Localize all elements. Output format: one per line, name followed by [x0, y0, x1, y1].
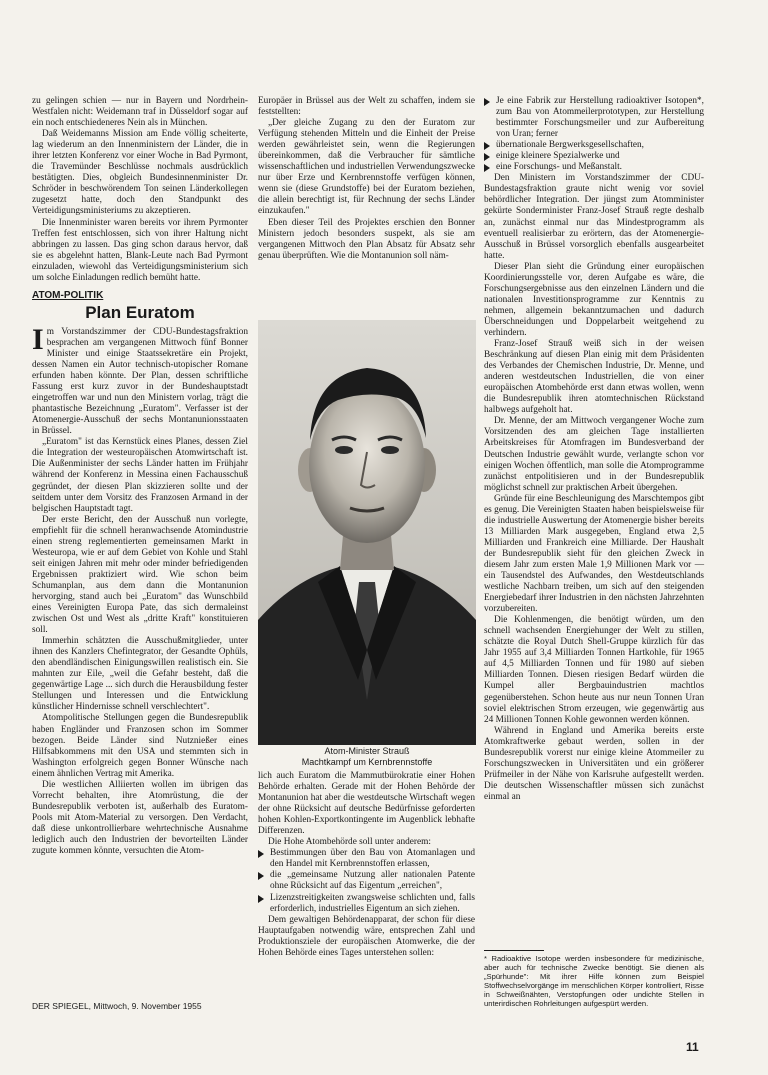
column-2-bottom	[258, 771, 475, 959]
paragraph: Während in England und Amerika bereits erste Atomkraftwerke gebaut werden, sollen in der Bundesrepublik vorerst nur einige kleine Atommeiler zu Forschungszwecken in Universitäten und ein größerer Prüfmeiler in der Nähe von Karlsruhe aufgestellt werden. Die deutschen Wissenschaftler müssen sich zunächst einmal an	[484, 725, 704, 802]
paragraph: Die Innenminister waren bereits vor ihrem Pyrmonter Treffen fest entschlossen, sich von ihrer Haltung nicht abbringen zu lassen. Das ging schon daraus hervor, daß sie es abgelehnt hatten, Blank-Leute nach Bad Pyrmont einzuladen, wiewohl das Verteidigungsministerium sich um solche Einladungen redlich bemüht hatte.	[32, 217, 248, 283]
triangle-bullet-icon	[484, 142, 490, 150]
column-3	[484, 96, 704, 803]
quote-paragraph: „Der gleiche Zugang zu den der Euratom zur Verfügung stehenden Mitteln und die Einheit der Preise werden gewährleistet sein, wenn die Regierungen übereinkommen, daß die Verbraucher für sämtliche wissenschaftlichen und industriellen Verwendungszwecke nur über Erze und Kernbrennstoffe verfügen können, wenn sie (diese Grundstoffe) bei der Euratom beziehen, die allein berechtigt ist, für Rechnung der sechs Länder einzukaufen."	[258, 118, 475, 217]
footnote-rule	[484, 950, 544, 951]
paragraph: Franz-Josef Strauß weiß sich in der weisen Beschränkung auf diesen Plan einig mit dem Präsidenten des Verbandes der Chemischen Industrie, Dr. Menne, und anderen westdeutschen Industriellen, die von einer europäischen Atombehörde erst dann etwas wollen, wenn die Bundesrepublik ihren atomtechnischen Rückstand halbwegs aufgeholt hat.	[484, 339, 704, 416]
list-item: übernationale Bergwerksgesellschaften,	[484, 140, 704, 151]
list-item: eine Forschungs- und Meßanstalt.	[484, 162, 704, 173]
list-item: Lizenzstreitigkeiten zwangsweise schlichten und, falls erforderlich, industrielles Eigentum an sich ziehen.	[258, 893, 475, 915]
caption-line-2: Machtkampf um Kernbrennstoffe	[301, 757, 433, 767]
page-footer: DER SPIEGEL, Mittwoch, 9. November 1955	[32, 1001, 202, 1011]
triangle-bullet-icon	[258, 850, 264, 858]
list-item: Je eine Fabrik zur Herstellung radioaktiver Isotopen*, zum Bau von Atommeilerprototypen, zur Herstellung bestimmter Forschungsmeiler und zur Aufbereitung von Uran; ferner	[484, 96, 704, 140]
photo-caption	[258, 746, 476, 768]
page-number: 11	[686, 1040, 699, 1054]
list-item: einige kleinere Spezialwerke und	[484, 151, 704, 162]
paragraph: Die westlichen Alliierten wollen im übrigen das Vorrecht behalten, ihre Atomrüstung, die der Bundesrepublik verboten ist, außerhalb des Euratom-Pools mit Atom-Material zu versorgen. Den Verdacht, daß diese unkontrollierbare wehrtechnische Ausnahme lediglich auch den Industrien der bevorteilten Länder zugute kommen könnte, versuchten die Atom-	[32, 779, 248, 857]
paragraph: „Euratom" ist das Kernstück eines Planes, dessen Ziel die Integration der westeuropäischen Atomwirtschaft ist. Die Außenminister der sechs Länder hatten im Frühjahr während der Konferenz in Messina einen Fachausschuß gegründet, der diesen Plan skizzieren sollte und der seitdem unter dem Vorsitz des Franzosen Armand in der belgischen Hauptstadt tagt.	[32, 437, 248, 514]
column-1	[32, 96, 248, 857]
list-item: die „gemeinsame Nutzung aller nationalen Patente ohne Rücksicht auf das Eigentum „erreichen",	[258, 870, 475, 892]
paragraph: Eben dieser Teil des Projektes erschien den Bonner Ministern jedoch besonders suspekt, als sie am vergangenen Mittwoch den Plan Absatz für Absatz sehr genau überprüften. Wie die Montanunion soll näm-	[258, 217, 475, 261]
caption-line-1: Atom-Minister Strauß	[324, 746, 410, 756]
drop-cap: I	[32, 322, 44, 356]
paragraph: zu gelingen schien — nur in Bayern und Nordrhein-Westfalen nicht: Weidemann traf in Düsseldorf sogar auf ein noch entschiedeneres Nein als in München.	[32, 96, 248, 129]
paragraph: Gründe für eine Beschleunigung des Marschtempos gibt es genug. Die Vereinigten Staaten haben beispielsweise für die industrielle Auswertung der Atomenergie bisher bereits 13 Milliarden Mark ausgegeben, England etwa 2,5 Milliarden und Frankreich eine Milliarde. Der Haushalt der Bundesrepublik sieht für den gleichen Zweck in diesem Jahr zum ersten Male 1,9 Millionen Mark vor — ein Tausendstel des Aufwandes, den Westdeutschlands westliche Nachbarn treiben, um sich auf den steigenden Energiebedarf ihrer Industrien in den nächsten Jahrzehnten vorzubereiten.	[484, 493, 704, 615]
list-item: Bestimmungen über den Bau von Atomanlagen und den Handel mit Kernbrennstoffen erlassen,	[258, 848, 475, 870]
portrait-illustration	[258, 320, 476, 745]
paragraph: Den Ministern im Vorstandszimmer der CDU-Bundestagsfraktion graute nicht wenig vor soviel behördlicher Integration. Der jüngst zum Atomminister gekürte Sonderminister Franz-Josef Strauß regte deshalb an, zunächst einmal nur das Mindestprogramm als eventuell realisierbar zu erörtern, das der Atomenergie-Ausschuß in Brüssel vorsorglich ebenfalls ausgearbeitet hatte.	[484, 173, 704, 261]
lead-paragraph: Im Vorstandszimmer der CDU-Bundestagsfraktion besprachen am vergangenen Mittwoch fünf Bonner Minister und einige Staatssekretäre ein Projekt, dessen Namen ein Autor technisch-utopischer Romane erfunden haben könnte. Der Plan, dessen schriftliche Fassung erst kurz zuvor in der Bundeshauptstadt eingetroffen war und nun den Ministern vorlag, trägt die phantastische Bezeichnung „Euratom". Verfasser ist der Atomenergie-Ausschuß der sechs Montanunionsstaaten in Brüssel.	[32, 322, 248, 437]
triangle-bullet-icon	[258, 895, 264, 903]
section-rubric: ATOM-POLITIK	[32, 289, 104, 301]
paragraph: Dieser Plan sieht die Gründung einer europäischen Koordinierungsstelle vor, deren Aufgabe es wäre, die Forschungsergebnisse aus den einzelnen Ländern und die nationalen Investitionsprogramme zur Kenntnis zu nehmen, allgemein bekanntzumachen und dadurch Überschneidungen und Doppelarbeit weitgehend zu verhindern.	[484, 261, 704, 338]
paragraph: lich auch Euratom die Mammutbürokratie einer Hohen Behörde erhalten. Gerade mit der Hohen Behörde der Montanunion hat aber die westdeutsche Wirtschaft wegen der ohne Rücksicht auf deutsche Bedürfnisse geforderten hohen Kohlen-Exportkontingente im Augenblick lebhafte Differenzen.	[258, 771, 475, 837]
bullet-list	[484, 96, 704, 173]
paragraph: Dr. Menne, der am Mittwoch vergangener Woche zum Vorsitzenden des am gleichen Tage installierten Arbeitskreises für Atomfragen im Bundesverband der Deutschen Industrie gewählt wurde, verlangte schon vor einigen Wochen öffentlich, man solle die Atomprogramme zunächst entpolitisieren und in der Bundesrepublik möglichst schnell zur praktischen Arbeit übergehen.	[484, 416, 704, 493]
article-headline: Plan Euratom	[85, 302, 195, 322]
paragraph: Dem gewaltigen Behördenapparat, der schon für diese Hauptaufgaben notwendig wäre, entsprechen Zahl und Produktionsziele der europäischen Atomwerke, die der Hohen Behörde eines Tages unterstehen sollen:	[258, 914, 475, 958]
bullet-list	[258, 848, 475, 914]
footnote: * Radioaktive Isotope werden insbesondere für medizinische, aber auch für technische Zwecke benötigt. Sie dienen als „Spürhunde": Mit ihrer Hilfe können zum Beispiel Stoffwechselvorgänge im menschlichen Körper kontrolliert, Risse in Schweißnähten, Verstopfungen oder undichte Stellen in unterirdischen Rohrleitungen aufgespürt werden.	[484, 954, 704, 1008]
paragraph: Die Hohe Atombehörde soll unter anderem:	[268, 837, 431, 848]
triangle-bullet-icon	[484, 164, 490, 172]
paragraph: Die Kohlenmengen, die benötigt würden, um den schnell wachsenden Energiehunger der Welt zu stillen, schätzte die Royal Dutch Shell-Gruppe kürzlich für das Jahr 1955 auf 3,4 Milliarden Tonnen Hartkohle, für 1965 auf 4,5 Milliarden Tonnen und für 1980 auf sieben Milliarden Tonnen. Diesen riesigen Bedarf würden die Kumpel aller Bergbauindustrien machtlos gegenüberstehen. Schon heute aus nur neun Tonnen Uran soviel elektrischen Strom erzeugen, wie gegenwärtig aus 24 Millionen Tonnen Kohle gewonnen werden können.	[484, 615, 704, 725]
triangle-bullet-icon	[258, 872, 264, 880]
paragraph: Daß Weidemanns Mission am Ende völlig scheiterte, lag wiederum an den Innenministern der Länder, die in ihrer letzten Konferenz vor einer Woche in Bad Pyrmont, die Travemünder Beschlüsse nochmals ausdrücklich bestätigten. Dies, obgleich Bundesinnenminister Dr. Schröder in beschwörendem Ton seinen Länderkollegen zugesetzt hatte, doch den Standpunkt des Verteidigungsministeriums zu akzeptieren.	[32, 129, 248, 217]
paragraph: Europäer in Brüssel aus der Welt zu schaffen, indem sie feststellten:	[258, 96, 475, 118]
triangle-bullet-icon	[484, 153, 490, 161]
portrait-photo	[258, 320, 476, 745]
column-2-top	[258, 96, 475, 262]
paragraph: Immerhin schätzten die Ausschußmitglieder, unter ihnen des Kanzlers Chefintegrator, der Gesandte Ophüls, den abendländischen Einigungswillen realistisch ein. Sie mahnten zur Eile, „weil die Gefahr besteht, daß die gegenwärtige Lage ... sich durch die Herausbildung fester Stellungen und Interessen und die Entwicklung künstlicher Hindernisse schnell verschlechtert".	[32, 636, 248, 713]
paragraph: Atompolitische Stellungen gegen die Bundesrepublik haben Engländer und Franzosen schon im Sommer bezogen. Beide Länder sind Nutznießer eines Hilfsabkommens mit den USA und stemmten sich in Washington erfolgreich gegen Bonner Wünsche nach einem ähnlichen Vertrag mit Amerika.	[32, 713, 248, 779]
triangle-bullet-icon	[484, 98, 490, 106]
paragraph: Der erste Bericht, den der Ausschuß nun vorlegte, empfiehlt für die schnell heranwachsende Atomindustrie einen streng reglementierten gemeinsamen Markt in Westeuropa, wie er auf dem Gebiet von Kohle und Stahl seit einigen Jahren mit mehr oder minder befriedigenden Ergebnissen praktiziert wird. Wie schon beim Schumanplan, aus dem dann die Montanunion hervorging, stand auch bei „Euratom" das Wunschbild eines Vereinigten Europa Pate, das sich dermaleinst zwischen Ost und West als „dritte Kraft" konstituieren soll.	[32, 514, 248, 636]
